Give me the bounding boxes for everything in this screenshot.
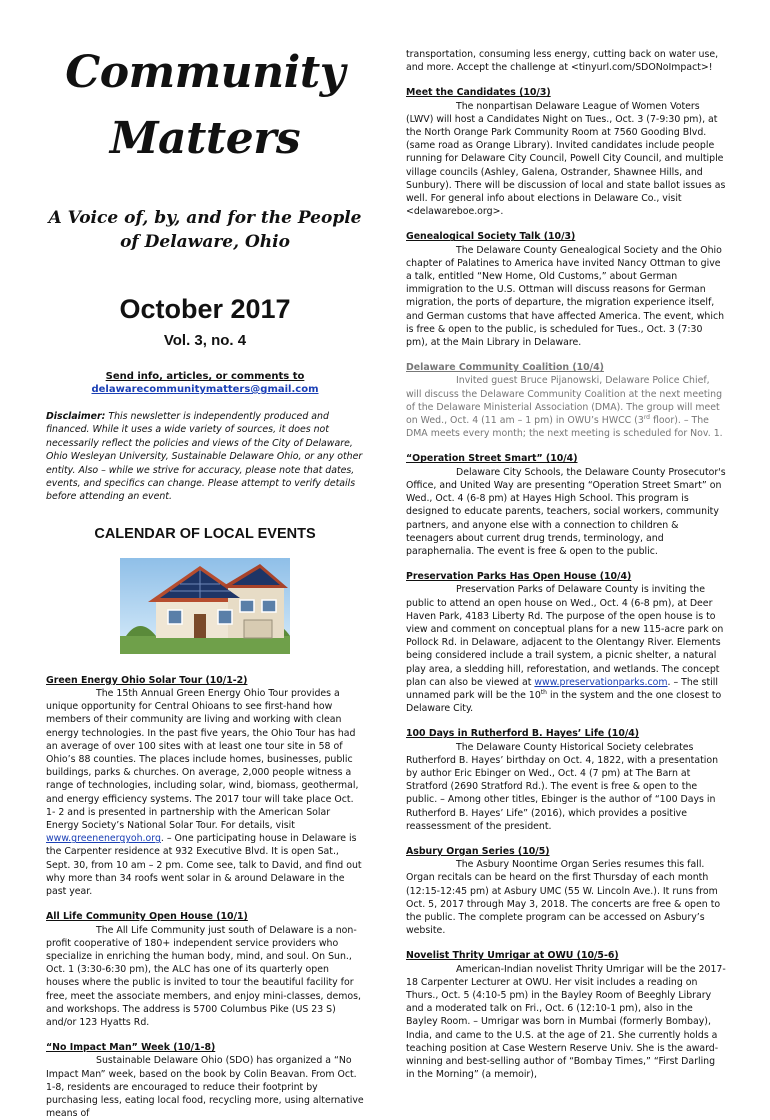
event-body-text: Preservation Parks of Delaware County is inviting the public to attend an open house on Wed., Oct. 4 (6-8 pm), at Deer Haven Park, 4183 Liberty Rd. The purpose of the open house is to view and comment on conceptual plans for a new 115-acre park on Pollock Rd. in Delaware, adjacent to the Olentangy River. Elements being considered include a trail system, a picnic shelter, a natural play area, a sledding hill, reforestation, and wetlands. The concept plan can also be viewed at <box>406 584 724 688</box>
event-title: All Life Community Open House (10/1) <box>46 911 248 923</box>
left-column <box>46 40 364 1120</box>
event-genealogical-talk <box>406 230 726 349</box>
contact-email-link[interactable]: delawarecommunitymatters@gmail.com <box>91 384 319 395</box>
event-operation-street-smart <box>406 452 726 558</box>
event-title: Delaware Community Coalition (10/4) <box>406 362 604 374</box>
event-body <box>406 374 726 440</box>
event-title: Novelist Thrity Umrigar at OWU (10/5-6) <box>406 950 619 962</box>
event-body-text: . – One participating house in Delaware is the Carpenter residence at 932 Executive Blvd. It is open Sat., Sept. 30, from 10 am – 2 pm. Come see, talk to David, and find out why more than 34 roofs went solar in & around Delaware in the past year. <box>46 833 362 898</box>
contact-block <box>46 370 364 396</box>
solar-house-photo <box>120 558 290 654</box>
event-body-text: in the system and the one closest to Delaware City. <box>406 689 722 715</box>
event-preservation-parks <box>406 570 726 715</box>
masthead-title-line2: Matters <box>109 113 301 164</box>
event-title: Green Energy Ohio Solar Tour (10/1-2) <box>46 674 248 686</box>
event-body: The Delaware County Historical Society celebrates Rutherford B. Hayes’ birthday on Oct. 4, 1822, with a presentation by author Eric Ebinger on Wed., Oct. 4 (7 pm) at The Barn at Stratford (2690 Stratford Rd.). The event is free & open to the public. – Among other titles, Ebinger is the author of “100 Days in Rutherford B. Hayes’ Life” (2016), which provides a positive reassessment of the president. <box>406 741 719 832</box>
event-all-life-open-house <box>46 910 364 1029</box>
event-meet-candidates <box>406 86 726 218</box>
event-title: Asbury Organ Series (10/5) <box>406 845 550 857</box>
event-hayes-100-days <box>406 727 726 833</box>
event-asbury-organ-series <box>406 845 726 937</box>
tagline-line2: of Delaware, Ohio <box>120 232 290 252</box>
event-body: Delaware City Schools, the Delaware County Prosecutor's Office, and United Way are presenting “Operation Street Smart” on Wed., Oct. 4 (6-8 pm) at Hayes High School. This program is designed to educate parents, teachers, social workers, community partners, and anyone else with a connection to children & teenagers about current drug trends, terminology, and paraphernalia. The event is free & open to the public. <box>406 466 726 557</box>
event-continuation-text: transportation, consuming less energy, cutting back on water use, and more. Accept the challenge at <tinyurl.com/SDONoImpact>! <box>406 49 719 74</box>
masthead-tagline <box>46 206 364 254</box>
event-body-text: floor). – The DMA meets every month; the next meeting is scheduled for Nov. 1. <box>406 415 723 440</box>
event-title: 100 Days in Rutherford B. Hayes’ Life (10/4) <box>406 728 640 740</box>
solar-house-illustration <box>120 558 290 654</box>
event-body: Sustainable Delaware Ohio (SDO) has organized a “No Impact Man” week, based on the book by Colin Beavan. From Oct. 1-8, residents are encouraged to reduce their footprint by purchasing less, eating local food, recycling more, using alternative means of <box>46 1055 364 1120</box>
event-title: “No Impact Man” Week (10/1-8) <box>46 1042 216 1054</box>
event-title: Meet the Candidates (10/3) <box>406 87 551 99</box>
event-body <box>406 583 726 715</box>
event-continuation <box>406 48 726 74</box>
disclaimer-text: This newsletter is independently produced and financed. While it uses a wide variety of sources, it does not necessarily reflect the policies and views of the City of Delaware, Ohio Wesleyan University, Sustainable Delaware Ohio, or any other entity. Also – while we strive for accuracy, please note that dates, events, and specifics can change. Please attempt to verify details before attending an event. <box>46 411 363 503</box>
event-body: American-Indian novelist Thrity Umrigar will be the 2017-18 Carpenter Lecturer at OWU. Her visit includes a reading on Thurs., Oct. 5 (4:10-5 pm) in the Bayley Room of Beeghly Library and a moderated talk on Fri., Oct. 6 (12:10-1 pm), also in the Bayley Room. – Umrigar was born in Mumbai (formerly Bombay), India, and came to the U.S. at the age of 21. She currently holds a teaching position at Case Western Reserve Univ. She is the award-winning and best-selling author of “Bombay Times,” “First Darling in the Morning” (a memoir), <box>406 963 726 1081</box>
event-title: “Operation Street Smart” (10/4) <box>406 453 578 465</box>
event-title: Preservation Parks Has Open House (10/4) <box>406 571 632 583</box>
event-body-text: . – The still unnamed park will be the 10 <box>406 676 718 701</box>
event-community-coalition <box>406 361 726 440</box>
event-title: Genealogical Society Talk (10/3) <box>406 231 576 243</box>
event-no-impact-man <box>46 1041 364 1120</box>
event-body-text: Invited guest Bruce Pijanowski, Delaware Police Chief, will discuss the Delaware Community Coalition at the next meeting of the Delaware Ministerial Association (DMA). The group will meet on Wed., Oct. 4 (11 am – 1 pm) in OWU’s HWCC (3 <box>406 375 723 427</box>
event-body: The nonpartisan Delaware League of Women Voters (LWV) will host a Candidates Night on Tues., Oct. 3 (7-9:30 pm), at the North Orange Park Community Room at 7560 Gooding Blvd. (same road as Orange Library). Invited candidates include people running for Delaware City Council, Powell City Council, and multiple village councils (Ashley, Galena, Ostrander, Shawnee Hills, and Sunbury). There will be discussion of local and state ballot issues as well. For general info about elections in Delaware Co., visit <delawareboe.org>. <box>406 100 726 218</box>
masthead-title-line1: Community <box>65 47 345 98</box>
event-body-text: The 15th Annual Green Energy Ohio Tour provides a unique opportunity for Central Ohioans to see first-hand how members of their community are living and working with clean energy technologies. In the past five years, the Ohio Tour has had an average of over 100 sites with at least one tour site in 58 of Ohio’s 88 counties. The places include homes, businesses, public buildings, parks & churches. On average, 2,000 people witness a range of technologies, including solar, wind, biomass, geothermal, and energy efficiency systems. The 2017 tour will take place Oct. 1- 2 and is presented in partnership with the American Solar Energy Society’s National Solar Tour. For details, visit <box>46 688 359 832</box>
ordinal-suffix: th <box>540 688 547 696</box>
event-body: The Delaware County Genealogical Society and the Ohio chapter of Palatines to America have invited Nancy Ottman to give a talk, entitled “New Home, Old Customs,” about German immigration to the U.S. Ottman will discuss reasons for German migration, the ports of departure, the migration experience itself, and German customs that have affected America. The event, which is free & open to the public, is scheduled for Tues., Oct. 3 (7:30 pm), at the Main Library in Delaware. <box>406 244 725 349</box>
issue-month: October 2017 <box>119 294 291 324</box>
greenenergyoh-link[interactable]: www.greenenergyoh.org <box>46 833 161 845</box>
event-body: The Asbury Noontime Organ Series resumes this fall. Organ recitals can be heard on the first Thursday of each month (12:15-12:45 pm) at Asbury UMC (55 W. Lincoln Ave.). It runs from Oct. 5, 2017 through May 3, 2018. The concerts are free & open to the public. The complete program can be accessed on Asbury’s website. <box>406 859 721 937</box>
event-green-energy-tour <box>46 674 364 898</box>
tagline-line1: A Voice of, by, and for the People <box>48 208 362 228</box>
calendar-heading: CALENDAR OF LOCAL EVENTS <box>94 525 316 542</box>
contact-prompt: Send info, articles, or comments to <box>105 371 305 382</box>
event-body <box>46 687 364 898</box>
ordinal-suffix: rd <box>643 413 650 421</box>
event-body: The All Life Community just south of Delaware is a non-profit cooperative of 180+ independent service providers who specialize in enriching the human body, mind, and soul. On Sun., Oct. 1 (3:30-6:30 pm), the ALC has one of its quarterly open houses where the public is invited to tour the beautiful facility for free, meet the associate members, and enjoy mini-classes, demos, and workshops. The address is 5700 Columbus Pike (US 23 S) and/or 123 Hyatts Rd. <box>46 924 361 1028</box>
preservationparks-link[interactable]: www.preservationparks.com <box>534 676 668 688</box>
masthead <box>46 40 364 254</box>
disclaimer <box>46 410 364 504</box>
issue-volume: Vol. 3, no. 4 <box>163 332 247 349</box>
event-umrigar-owu <box>406 949 726 1081</box>
right-column <box>406 48 726 1081</box>
disclaimer-label: Disclaimer: <box>46 411 106 422</box>
